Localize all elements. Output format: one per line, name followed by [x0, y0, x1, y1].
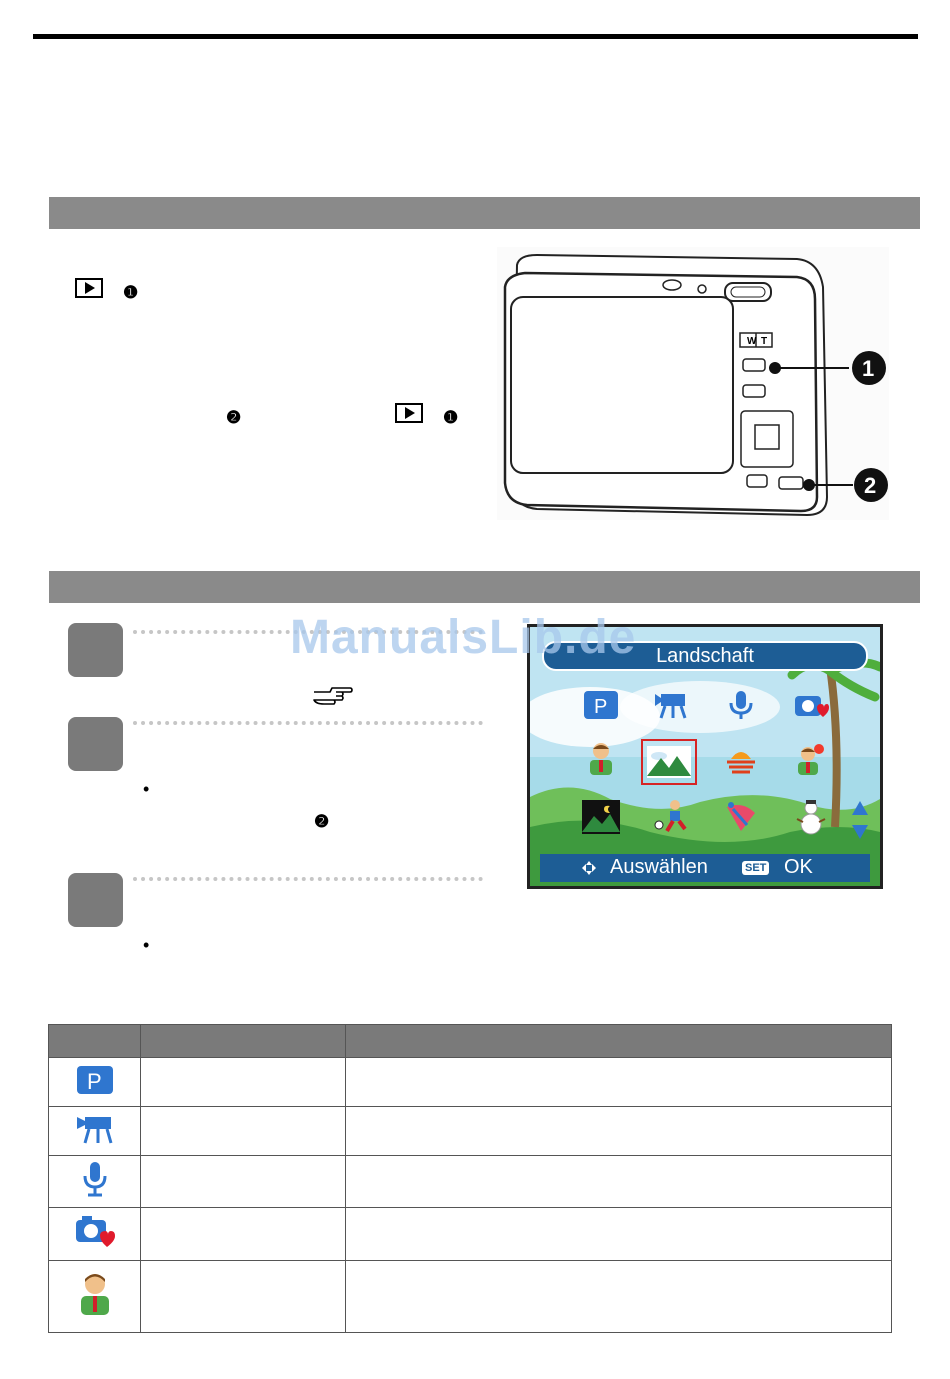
svg-text:W: W	[747, 336, 757, 347]
svg-text:1: 1	[862, 356, 875, 381]
table-row	[49, 1261, 892, 1333]
movie-camera-icon[interactable]	[651, 687, 691, 723]
pointing-hand-icon	[312, 684, 354, 706]
step-2-box	[68, 717, 123, 771]
callout-one-marker: ❶	[443, 408, 459, 427]
table-header-cell	[346, 1025, 892, 1058]
table-cell-description	[346, 1058, 892, 1107]
program-mode-letter: P	[594, 696, 608, 718]
table-cell-icon	[49, 1156, 141, 1208]
table-cell-icon	[49, 1261, 141, 1333]
snowman-icon[interactable]	[791, 799, 831, 835]
bullet: •	[143, 935, 150, 955]
callout-two-marker: ❷	[226, 408, 242, 427]
step-1-box	[68, 623, 123, 677]
watermark: ManualsLib.de	[290, 611, 637, 664]
portrait-icon	[76, 1271, 114, 1317]
table-cell-icon	[49, 1107, 141, 1156]
table-cell-description	[346, 1156, 892, 1208]
program-mode-letter: P	[86, 1068, 102, 1094]
footer-ok-label: OK	[784, 856, 813, 878]
table-cell-name	[141, 1156, 346, 1208]
program-mode-icon[interactable]	[581, 687, 621, 723]
table-cell-icon	[49, 1058, 141, 1107]
table-cell-icon	[49, 1208, 141, 1261]
screen-footer	[540, 854, 870, 882]
microphone-icon	[77, 1161, 113, 1197]
camera-illustration	[497, 247, 889, 520]
table-header-row	[49, 1025, 892, 1058]
svg-text:2: 2	[864, 473, 877, 498]
step-3-box	[68, 873, 123, 927]
top-rule	[33, 34, 918, 39]
table-row	[49, 1208, 892, 1261]
scroll-arrows-icon[interactable]	[850, 799, 870, 841]
navigation-arrows-icon	[576, 860, 602, 876]
callout-one-marker: ❶	[123, 283, 139, 302]
scene-title: Landschaft	[542, 641, 868, 671]
table-cell-name	[141, 1261, 346, 1333]
beach-icon[interactable]	[721, 799, 761, 835]
bullet: •	[143, 779, 150, 799]
night-landscape-icon[interactable]	[581, 799, 621, 835]
table-cell-description	[346, 1208, 892, 1261]
table-row	[49, 1107, 892, 1156]
step-3-divider	[133, 877, 483, 881]
sunset-icon[interactable]	[721, 741, 761, 777]
table-cell-description	[346, 1107, 892, 1156]
favorite-camera-icon[interactable]	[791, 687, 831, 723]
movie-camera-icon	[75, 1113, 115, 1145]
table-cell-name	[141, 1107, 346, 1156]
set-key-icon: SET	[742, 861, 769, 875]
table-row	[49, 1156, 892, 1208]
program-mode-icon	[76, 1065, 114, 1095]
backlight-portrait-icon[interactable]	[791, 741, 831, 777]
playback-icon	[395, 403, 423, 423]
section-header-bar	[49, 197, 920, 229]
table-cell-name	[141, 1058, 346, 1107]
step-2-divider	[133, 721, 483, 725]
section-header-bar	[49, 571, 920, 603]
sports-icon[interactable]	[651, 799, 691, 835]
playback-icon	[75, 278, 103, 298]
microphone-icon[interactable]	[721, 687, 761, 723]
table-header-cell	[141, 1025, 346, 1058]
table-cell-description	[346, 1261, 892, 1333]
svg-text:T: T	[761, 336, 768, 347]
footer-select-label: Auswählen	[610, 856, 708, 878]
table-header-cell	[49, 1025, 141, 1058]
scene-mode-table	[48, 1024, 892, 1333]
callout-two-marker: ❷	[314, 812, 330, 831]
table-row	[49, 1058, 892, 1107]
favorite-camera-icon	[74, 1214, 116, 1250]
portrait-icon[interactable]	[581, 741, 621, 777]
landscape-icon-selected[interactable]	[641, 739, 697, 785]
table-cell-name	[141, 1208, 346, 1261]
